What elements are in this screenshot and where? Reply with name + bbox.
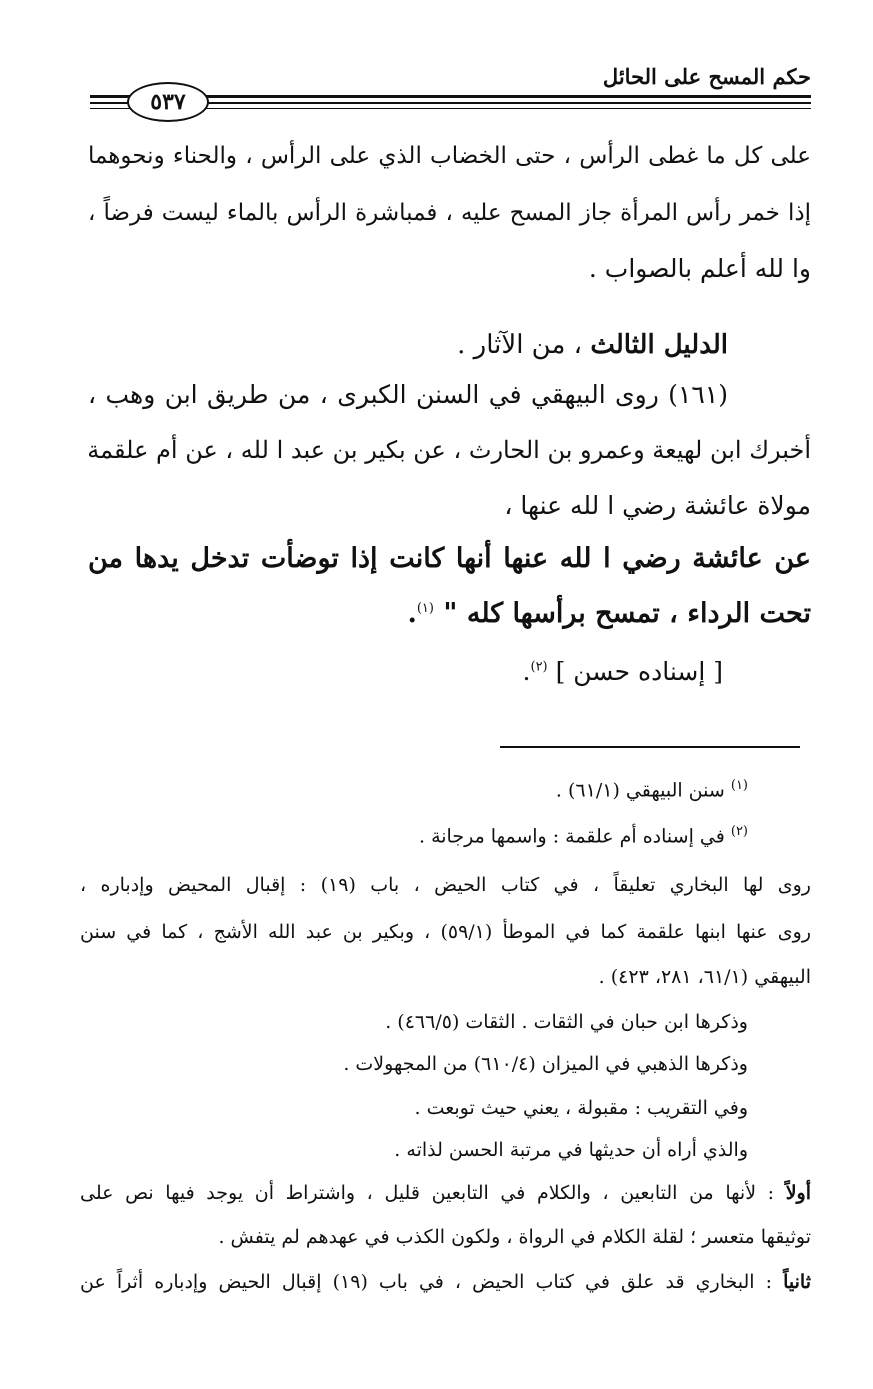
footnote-2-first-reason-cont: توثيقها متعسر ؛ لقلة الكلام في الرواة ، ولكون الكذب في عهدهم لم يتفش . bbox=[218, 1226, 811, 1248]
footnote-2-line-2: روى عنها ابنها علقمة كما في الموطأ (٥٩/١) ، وبكير بن عبد الله الأشج ، كما في سنن bbox=[80, 921, 811, 943]
section-heading-rest: ، من الآثار . bbox=[457, 330, 591, 360]
footnote-1 bbox=[556, 778, 748, 801]
hadith-footnote-marker: (١) bbox=[416, 601, 434, 616]
page-number: ٥٣٧ bbox=[127, 82, 209, 122]
hadith-line-1: عن عائشة رضي ا لله عنها أنها كانت إذا توضأت تدخل يدها من bbox=[88, 543, 811, 574]
footnote-2-dhahabi: وذكرها الذهبي في الميزان (٦١٠/٤) من المجهولات . bbox=[343, 1053, 748, 1075]
running-title: حكم المسح على الحائل bbox=[602, 64, 811, 89]
footnote-separator bbox=[500, 746, 800, 748]
isnad-grade bbox=[523, 657, 723, 686]
footnote-1-text: سنن البيهقي (٦١/١) . bbox=[555, 779, 725, 802]
section-heading bbox=[457, 330, 728, 360]
isnad-grade-text: [ إسناده حسن ] bbox=[555, 657, 723, 686]
footnote-2-second-reason bbox=[80, 1271, 811, 1293]
hadith-line-2-end: . bbox=[407, 598, 417, 629]
footnote-2-opinion: والذي أراه أن حديثها في مرتبة الحسن لذاته . bbox=[394, 1139, 748, 1161]
grade-footnote-marker: (٢) bbox=[530, 659, 548, 675]
first-reason-label: أولاً bbox=[785, 1182, 811, 1204]
body-line-1: على كل ما غطى الرأس ، حتى الخضاب الذي على الرأس ، والحناء ونحوهما bbox=[88, 143, 811, 169]
section-heading-title: الدليل الثالث bbox=[590, 330, 728, 360]
hadith-line-2-text: تحت الرداء ، تمسح برأسها كله " bbox=[443, 598, 811, 629]
second-reason-text: : البخاري قد علق في كتاب الحيض ، في باب (١٩) إقبال الحيض وإدباره أثراً عن bbox=[80, 1271, 784, 1293]
footnote-2-first-reason bbox=[80, 1182, 811, 1204]
footnote-2-taqrib: وفي التقريب : مقبولة ، يعني حيث توبعت . bbox=[414, 1097, 748, 1119]
isnad-line-2: أخبرك ابن لهيعة وعمرو بن الحارث ، عن بكير بن عبد ا لله ، عن أم علقمة bbox=[87, 436, 811, 464]
footnote-2-marker: (٢) bbox=[730, 824, 748, 839]
footnote-2-line-3: البيهقي (٦١/١، ٢٨١، ٤٢٣) . bbox=[598, 966, 811, 988]
hadith-line-2 bbox=[407, 598, 811, 629]
footnote-1-marker: (١) bbox=[730, 778, 748, 793]
isnad-grade-end: . bbox=[522, 657, 531, 686]
footnote-2-ibn-hibban: وذكرها ابن حبان في الثقات . الثقات (٤٦٦/٥) . bbox=[385, 1011, 748, 1033]
second-reason-label: ثانياً bbox=[783, 1271, 811, 1293]
body-line-2: إذا خمر رأس المرأة جاز المسح عليه ، فمباشرة الرأس بالماء ليست فرضاً ، bbox=[88, 200, 811, 226]
isnad-line-1: (١٦١) روى البيهقي في السنن الكبرى ، من طريق ابن وهب ، bbox=[88, 380, 728, 409]
first-reason-text: : لأنها من التابعين ، والكلام في التابعين قليل ، واشتراط أن يوجد فيها نص على bbox=[80, 1182, 786, 1204]
body-line-3: وا لله أعلم بالصواب . bbox=[588, 254, 811, 283]
footnote-2 bbox=[419, 824, 748, 847]
isnad-line-3: مولاة عائشة رضي ا لله عنها ، bbox=[504, 491, 811, 520]
footnote-2-text: في إسناده أم علقمة : واسمها مرجانة . bbox=[419, 825, 725, 848]
footnote-2-line-1: روى لها البخاري تعليقاً ، في كتاب الحيض ، باب (١٩) : إقبال المحيض وإدباره ، bbox=[80, 874, 811, 896]
